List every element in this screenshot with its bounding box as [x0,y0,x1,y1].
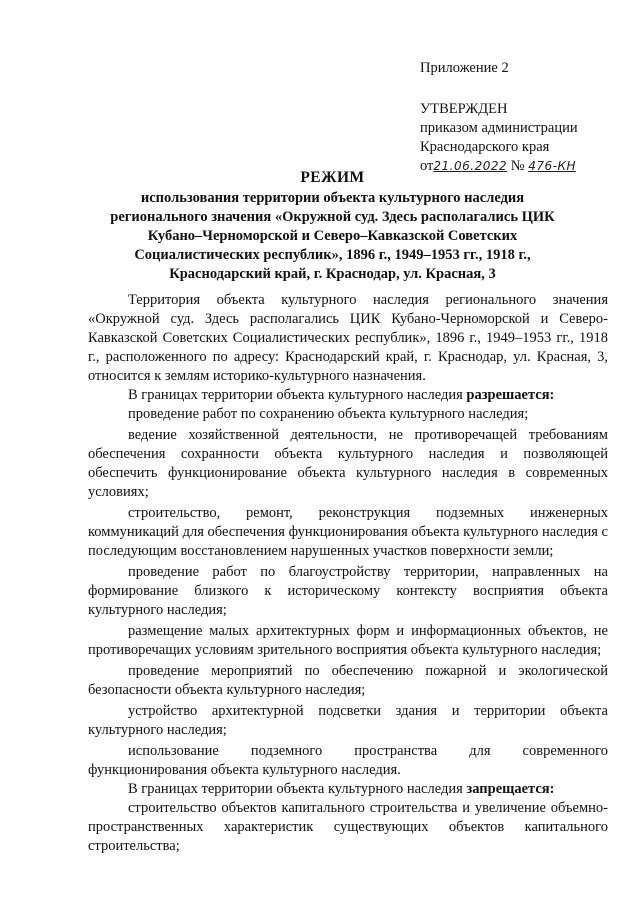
allowed-heading [88,386,608,405]
handwritten-number: 476-КН [528,159,576,173]
allowed-item: строительство, ремонт, реконструкция подземных инженерных коммуникаций для обеспечения функционирования объекта культурного наследия с последующим восстановлением нарушенных участков поверхности земли; [88,505,608,559]
allowed-item: размещение малых архитектурных форм и информационных объектов, не противоречащих условиям зрительного восприятия объекта культурного наследия; [88,623,608,658]
allowed-lead: В границах территории объекта культурного наследия [128,387,467,403]
date-prefix: от [420,158,434,174]
document-body [88,291,608,856]
appendix-label: Приложение 2 [420,60,509,76]
title-line: регионального значения «Окружной суд. Здесь располагались ЦИК [110,209,555,225]
allowed-item: использование подземного пространства для современного функционирования объекта культурного наследия. [88,743,608,778]
forbidden-heading [88,780,608,799]
allowed-item: устройство архитектурной подсветки здания и территории объекта культурного наследия; [88,703,608,738]
forbidden-item: строительство объектов капитального строительства и увеличение объемно-пространственных характеристик существующих объектов капитального строительства; [88,800,608,854]
allowed-item: проведение работ по сохранению объекта культурного наследия; [128,406,529,422]
approval-block [420,100,578,176]
number-prefix: № [510,158,525,174]
title-line: Социалистических республик», 1896 г., 1949–1953 гг., 1918 г., [134,247,531,263]
document-title [60,168,605,284]
title-line: Краснодарский край, г. Краснодар, ул. Красная, 3 [169,266,496,282]
allowed-keyword: разрешается: [466,387,555,403]
title-line: Кубано–Черноморской и Северо–Кавказской Советских [147,228,518,244]
allowed-item: проведение мероприятий по обеспечению пожарной и экологической безопасности объекта культурного наследия; [88,663,608,698]
order-label: приказом администрации [420,120,578,136]
allowed-item: ведение хозяйственной деятельности, не противоречащей требованиям обеспечения сохранности объекта культурного наследия и позволяющей обеспечить функционирование объекта культурного наследия в современных условиях; [88,427,608,500]
allowed-item: проведение работ по благоустройству территории, направленных на формирование близкого к историческому контексту восприятия объекта культурного наследия; [88,564,608,618]
approved-label: УТВЕРЖДЕН [420,101,508,117]
intro-paragraph: Территория объекта культурного наследия регионального значения «Окружной суд. Здесь располагались ЦИК Кубано-Черноморской и Северо-Кавказской Советских Социалистических республик», 1896 г., 1949–1953 гг., 1918 г., расположенного по адресу: Краснодарский край, г. Краснодар, ул. Красная, 3, относится к землям историко-культурного назначения. [88,292,608,384]
handwritten-date: 21.06.2022 [433,159,508,173]
forbidden-lead: В границах территории объекта культурного наследия [128,781,467,797]
title-heading: РЕЖИМ [300,169,365,186]
title-line: использования территории объекта культурного наследия [140,190,525,206]
region-label: Краснодарского края [420,139,550,155]
forbidden-keyword: запрещается: [466,781,555,797]
